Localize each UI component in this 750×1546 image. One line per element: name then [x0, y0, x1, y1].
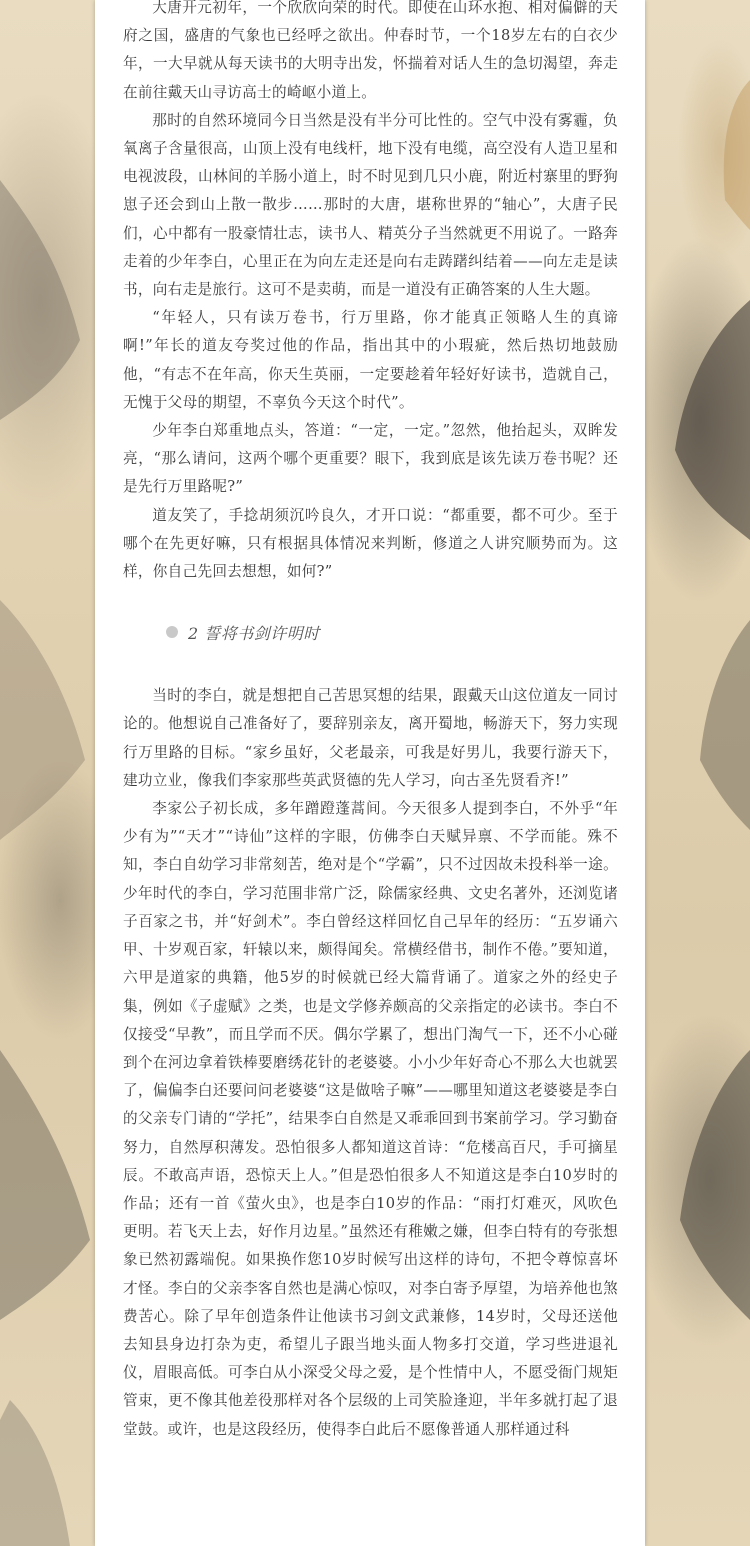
paragraph: 道友笑了，手捻胡须沉吟良久，才开口说：“都重要，都不可少。至于哪个在先更好嘛，只有根据具体情况来判断，修道之人讲究顺势而为。这样，你自己先回去想想，如何?” [123, 506, 618, 581]
paragraph: 那时的自然环境同今日当然是没有半分可比性的。空气中没有雾霾，负氧离子含量很高，山顶上没有电线杆，地下没有电缆，高空没有人造卫星和电视波段，山林间的羊肠小道上，时不时见到几只小鹿，附近村寨里的野狗崽子还会到山上散一散步……那时的大唐，堪称世界的“轴心”，大唐子民们，心中都有一股豪情壮志，读书人、精英分子当然就更不用说了。一路奔走着的少年李白，心里正在为向左走还是向右走踌躇纠结着——向左走是读书，向右走是旅行。这可不是卖萌，而是一道没有正确答案的人生大题。 [123, 111, 618, 299]
bullet-dot-icon [166, 626, 178, 638]
paragraph: 李家公子初长成，多年蹭蹬蓬蒿间。今天很多人提到李白，不外乎“年少有为”“天才”“诗仙”这样的字眼，仿佛李白天赋异禀、不学而能。殊不知，李白自幼学习非常刻苦，绝对是个“学霸”，只不过因故未投科举一途。少年时代的李白，学习范围非常广泛，除儒家经典、文史名著外，还浏览诸子百家之书，并“好剑术”。李白曾经这样回忆自己早年的经历：“五岁诵六甲、十岁观百家，轩辕以来，颇得闻矣。常横经借书，制作不倦。”要知道，六甲是道家的典籍，他5岁的时候就已经大篇背诵了。道家之外的经史子集，例如《子虚赋》之类，也是文学修养颇高的父亲指定的必读书。李白不仅接受“早教”，而且学而不厌。偶尔学累了，想出门淘气一下，还不小心碰到个在河边拿着铁棒要磨绣花针的老婆婆。小小少年好奇心不那么大也就罢了，偏偏李白还要问问老婆婆“这是做啥子嘛”——哪里知道这老婆婆是李白的父亲专门请的“学托”，结果李白自然是又乖乖回到书案前学习。学习勤奋努力，自然厚积薄发。恐怕很多人都知道这首诗：“危楼高百尺，手可摘星辰。不敢高声语，恐惊天上人。”但是恐怕很多人不知道这是李白10岁时的作品；还有一首《萤火虫》，也是李白10岁的作品：“雨打灯难灭，风吹色更明。若飞天上去，好作月边星。”虽然还有稚嫩之嫌，但李白特有的夸张想象已然初露端倪。如果换作您10岁时候写出这样的诗句，不把令尊惊喜坏才怪。李白的父亲李客自然也是满心惊叹，对李白寄予厚望，为培养他也煞费苦心。除了早年创造条件让他读书习剑文武兼修，14岁时，父母还送他去知县身边打杂为吏，希望儿子跟当地头面人物多打交道，学习些进退礼仪，眉眼高低。可李白从小深受父母之爱，是个性情中人，不愿受衙门规矩管束，更不像其他差役那样对各个层级的上司笑脸逢迎，半年多就打起了退堂鼓。或许，也是这段经历，使得李白此后不愿像普通人那样通过科 [123, 800, 618, 1438]
paragraph: 当时的李白，就是想把自己苦思冥想的结果，跟戴天山这位道友一同讨论的。他想说自己准备好了，要辞别亲友，离开蜀地，畅游天下，努力实现行万里路的目标。“家乡虽好，父老最亲，可我是好男儿，我要行游天下，建功立业，像我们李家那些英武贤德的先人学习，向古圣先贤看齐!” [123, 687, 618, 789]
page-content [95, 0, 645, 1444]
ink-painting-left-border [0, 0, 95, 1546]
section-title: 2 誓将书剑许明时 [188, 623, 320, 643]
section-heading [123, 612, 618, 652]
paragraph: “年轻人，只有读万卷书，行万里路，你才能真正领略人生的真谛啊!”年长的道友夸奖过他的作品，指出其中的小瑕疵，然后热切地鼓励他，“有志不在年高，你天生英丽，一定要趁着年轻好好读书，造就自己，无愧于父母的期望，不辜负今天这个时代”。 [123, 309, 618, 411]
paragraph: 大唐开元初年，一个欣欣向荣的时代。即使在山环水抱、相对偏僻的天府之国，盛唐的气象也已经呼之欲出。仲春时节，一个18岁左右的白衣少年，一大早就从每天读书的大明寺出发，怀揣着对话人生的急切渴望，奔走在前往戴天山寻访高士的崎岖小道上。 [123, 0, 618, 101]
book-page [95, 0, 645, 1546]
ink-painting-right-border [645, 0, 750, 1546]
paragraph: 少年李白郑重地点头，答道：“一定，一定。”忽然，他抬起头，双眸发亮，“那么请问，这两个哪个更重要？眼下，我到底是该先读万卷书呢？还是先行万里路呢?” [123, 422, 618, 496]
